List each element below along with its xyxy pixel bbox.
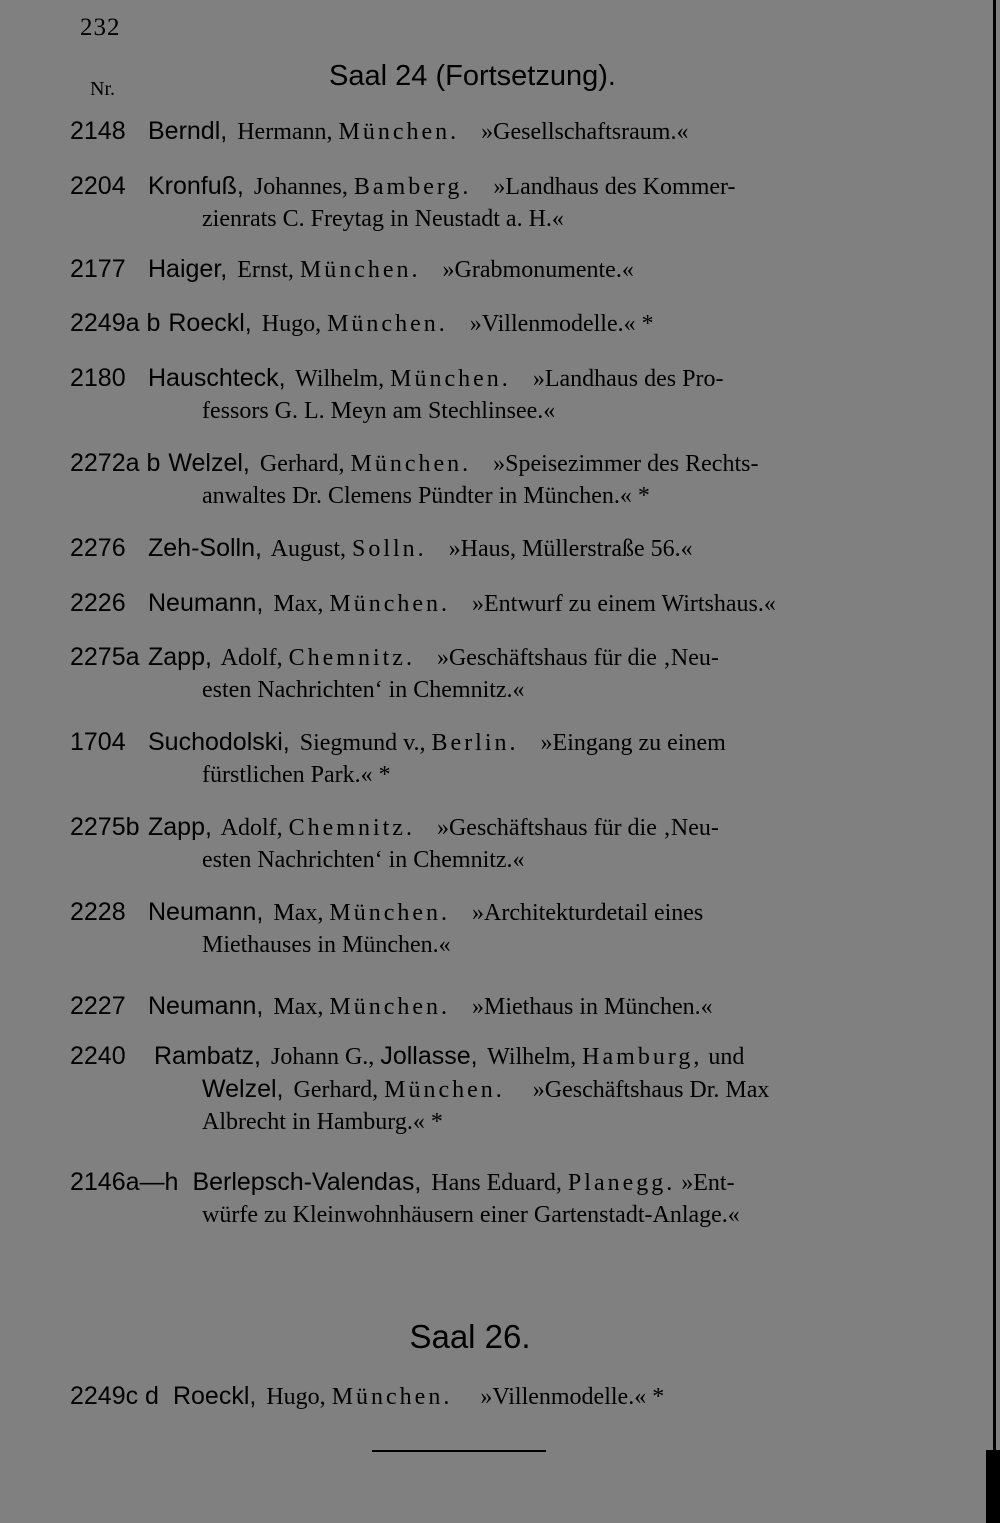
entry-number: 1704 xyxy=(70,728,126,756)
artist-first-name: Gerhard, xyxy=(293,1077,379,1103)
artist-name: Roeckl, xyxy=(168,309,252,337)
entry-number: 2226 xyxy=(70,589,126,617)
artist-first-name: Siegmund v., xyxy=(299,730,426,756)
artist-first-name: Adolf, xyxy=(220,645,283,671)
artist-name: Zapp, xyxy=(148,643,212,671)
work-title-continued: würfe zu Kleinwohnhäusern einer Gartenstadt-Anlage.« xyxy=(202,1202,740,1228)
artist-city: München. xyxy=(384,1077,505,1103)
work-title-continued: esten Nachrichten‘ in Chemnitz.« xyxy=(202,677,525,703)
catalog-entry xyxy=(70,253,870,286)
work-title: »Miethaus in München.« xyxy=(472,994,713,1020)
entry-number: 2146a—h xyxy=(70,1168,179,1196)
work-title: »Entwurf zu einem Wirtshaus.« xyxy=(472,591,776,617)
artist-name: Kronfuß, xyxy=(148,172,244,200)
artist-name: Roeckl, xyxy=(172,1382,257,1410)
artist-first-name: Adolf, xyxy=(220,815,283,841)
artist-first-name: Johann G., xyxy=(270,1044,375,1070)
artist-name: Rambatz, xyxy=(154,1042,261,1070)
artist-city: München. xyxy=(390,366,511,392)
work-title: »Architekturdetail eines xyxy=(472,900,704,926)
entry-number: 2272a b xyxy=(70,449,161,477)
artist-city: München. xyxy=(327,311,448,337)
artist-city: München. xyxy=(329,900,451,926)
work-title-continued: zienrats C. Freytag in Neustadt a. H.« xyxy=(202,206,564,232)
entry-number: 2177 xyxy=(70,255,126,283)
catalog-entry xyxy=(70,990,870,1023)
catalog-entry xyxy=(70,362,870,428)
artist-city: München. xyxy=(299,257,421,283)
section-title-saal-24: Saal 24 (Fortsetzung). xyxy=(329,60,616,92)
entry-number: 2276 xyxy=(70,534,126,562)
work-title-continued: anwaltes Dr. Clemens Pündter in München.« * xyxy=(202,483,650,509)
artist-city: Berlin. xyxy=(431,730,519,756)
artist-first-name: Ernst, xyxy=(237,257,294,283)
work-title: »Villenmodelle.« * xyxy=(480,1384,665,1410)
artist-first-name: Johannes, xyxy=(253,174,348,200)
work-title: »Grabmonumente.« xyxy=(442,257,634,283)
artist-name: Welzel, xyxy=(202,1075,284,1103)
entry-number: 2240 xyxy=(70,1042,126,1070)
catalog-entry xyxy=(70,811,870,877)
work-title: »Landhaus des Pro- xyxy=(532,366,724,392)
work-title-continued: esten Nachrichten‘ in Chemnitz.« xyxy=(202,847,525,873)
catalog-entry xyxy=(70,115,870,148)
artist-city: München. xyxy=(338,119,460,145)
work-title-continued: fürstlichen Park.« * xyxy=(202,762,391,788)
page-edge-line xyxy=(993,0,996,1523)
artist-city: München. xyxy=(329,994,451,1020)
catalog-entry xyxy=(70,170,870,236)
artist-city: Bamberg. xyxy=(353,174,472,200)
work-title: »Geschäftshaus für die ‚Neu- xyxy=(436,645,719,671)
artist-first-name: Hermann, xyxy=(237,119,333,145)
artist-city: München. xyxy=(350,451,472,477)
work-title: »Ent- xyxy=(681,1170,735,1196)
artist-name: Berndl, xyxy=(148,117,228,145)
catalog-entry xyxy=(70,896,870,962)
entry-number: 2249a b xyxy=(70,309,161,337)
artist-first-name: Gerhard, xyxy=(259,451,345,477)
entry-connector: und xyxy=(708,1044,745,1070)
column-label-nr: Nr. xyxy=(90,78,115,100)
artist-first-name: Wilhelm, xyxy=(295,366,385,392)
artist-first-name: Max, xyxy=(273,900,324,926)
work-title: »Villenmodelle.« * xyxy=(469,311,654,337)
catalog-entry-2146 xyxy=(70,1166,870,1232)
artist-name: Suchodolski, xyxy=(148,728,290,756)
catalog-entry xyxy=(70,447,870,513)
page-edge-shadow xyxy=(986,1450,1000,1523)
artist-city: Hamburg, xyxy=(582,1044,703,1070)
artist-name: Neumann, xyxy=(148,589,264,617)
entry-number: 2204 xyxy=(70,172,126,200)
artist-city: München. xyxy=(329,591,451,617)
entry-number: 2275b xyxy=(70,813,140,841)
work-title: »Haus, Müllerstraße 56.« xyxy=(448,536,693,562)
work-title: »Geschäftshaus für die ‚Neu- xyxy=(436,815,719,841)
artist-name: Jollasse, xyxy=(380,1042,478,1070)
work-title: »Geschäftshaus Dr. Max xyxy=(532,1077,770,1103)
work-title-continued: Albrecht in Hamburg.« * xyxy=(202,1109,443,1135)
work-title: »Gesellschaftsraum.« xyxy=(481,119,689,145)
work-title: »Speisezimmer des Rechts- xyxy=(493,451,759,477)
artist-first-name: Wilhelm, xyxy=(487,1044,577,1070)
artist-name: Zeh-Solln, xyxy=(148,534,262,562)
artist-city: Solln. xyxy=(351,536,427,562)
work-title: »Eingang zu einem xyxy=(540,730,726,756)
artist-city: Chemnitz. xyxy=(288,815,415,841)
artist-name: Haiger, xyxy=(148,255,228,283)
artist-name: Berlepsch-Valendas, xyxy=(192,1168,422,1196)
artist-city: Chemnitz. xyxy=(288,645,415,671)
entry-number: 2275a xyxy=(70,643,140,671)
section-title-saal-26: Saal 26. xyxy=(409,1318,531,1355)
entry-number: 2148 xyxy=(70,117,126,145)
catalog-entry xyxy=(70,307,870,340)
catalog-entry xyxy=(70,587,870,620)
artist-name: Zapp, xyxy=(148,813,212,841)
work-title-continued: Miethauses in München.« xyxy=(202,932,451,958)
catalog-entry-2249cd xyxy=(70,1380,870,1413)
artist-name: Neumann, xyxy=(148,992,264,1020)
artist-first-name: Max, xyxy=(273,591,324,617)
end-rule xyxy=(372,1450,546,1452)
work-title: »Landhaus des Kommer- xyxy=(493,174,736,200)
catalog-entry xyxy=(70,726,870,792)
catalog-entry xyxy=(70,532,870,565)
entry-number: 2180 xyxy=(70,364,126,392)
catalog-entry xyxy=(70,641,870,707)
page-number: 232 xyxy=(80,14,121,41)
artist-city: Planegg. xyxy=(567,1170,676,1196)
artist-first-name: Hugo, xyxy=(261,311,322,337)
work-title-continued: fessors G. L. Meyn am Stechlinsee.« xyxy=(202,398,556,424)
entry-number: 2227 xyxy=(70,992,126,1020)
catalog-entry-2240 xyxy=(70,1040,870,1139)
artist-city: München. xyxy=(331,1384,453,1410)
artist-first-name: Hans Eduard, xyxy=(431,1170,562,1196)
artist-name: Welzel, xyxy=(168,449,250,477)
artist-first-name: Max, xyxy=(273,994,324,1020)
entry-number: 2228 xyxy=(70,898,126,926)
artist-first-name: August, xyxy=(270,536,346,562)
artist-name: Neumann, xyxy=(148,898,264,926)
artist-first-name: Hugo, xyxy=(266,1384,326,1410)
artist-name: Hauschteck, xyxy=(148,364,286,392)
entry-number: 2249c d xyxy=(70,1382,159,1410)
